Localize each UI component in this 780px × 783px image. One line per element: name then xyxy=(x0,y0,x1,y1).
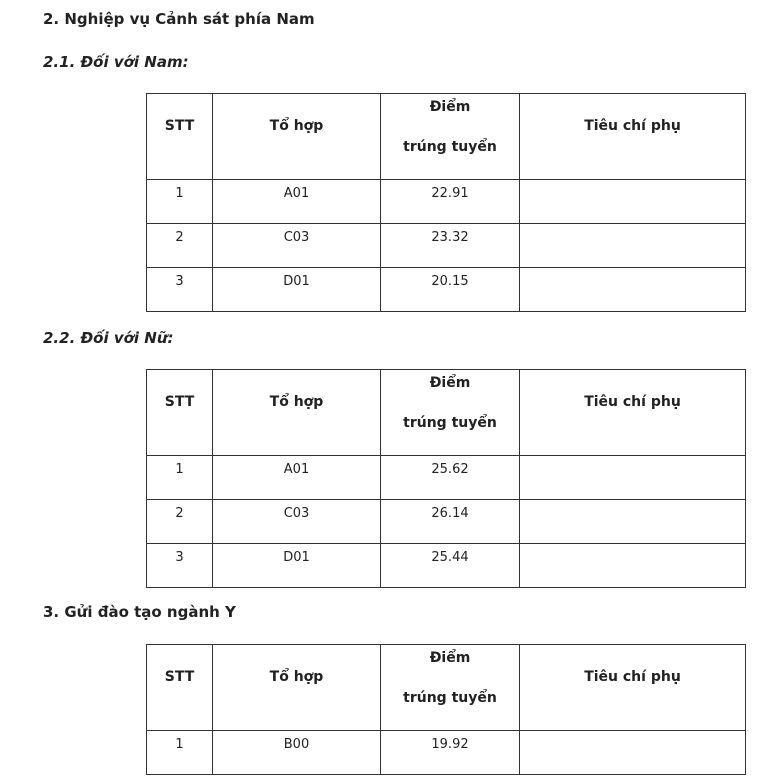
table-row xyxy=(147,731,746,775)
cell-combo: C03 xyxy=(213,500,381,544)
header-stt: STT xyxy=(147,370,213,456)
header-score xyxy=(381,370,520,456)
header-score-line1: Điểm xyxy=(429,375,471,391)
cell-score: 23.32 xyxy=(381,224,520,268)
header-stt: STT xyxy=(147,94,213,180)
cell-extra xyxy=(520,456,746,500)
table-row xyxy=(147,268,746,312)
cell-combo: D01 xyxy=(213,268,381,312)
cell-extra xyxy=(520,731,746,775)
cell-extra xyxy=(520,544,746,588)
table-row xyxy=(147,180,746,224)
cell-combo: C03 xyxy=(213,224,381,268)
table-header-row xyxy=(147,370,746,456)
table-row xyxy=(147,544,746,588)
section-2-2-title: 2.2. Đối với Nữ: xyxy=(43,329,174,347)
score-table-women xyxy=(146,369,746,588)
cell-stt: 3 xyxy=(147,268,213,312)
header-score xyxy=(381,94,520,180)
cell-stt: 2 xyxy=(147,500,213,544)
header-combo: Tổ hợp xyxy=(213,94,381,180)
cell-stt: 1 xyxy=(147,731,213,775)
cell-score: 25.62 xyxy=(381,456,520,500)
table-header-row xyxy=(147,94,746,180)
cell-extra xyxy=(520,268,746,312)
cell-combo: D01 xyxy=(213,544,381,588)
cell-extra xyxy=(520,224,746,268)
section-2-title: 2. Nghiệp vụ Cảnh sát phía Nam xyxy=(43,10,315,28)
cell-score: 20.15 xyxy=(381,268,520,312)
cell-extra xyxy=(520,500,746,544)
header-stt: STT xyxy=(147,645,213,731)
cell-score: 25.44 xyxy=(381,544,520,588)
cell-stt: 1 xyxy=(147,180,213,224)
table-header-row xyxy=(147,645,746,731)
score-table-medicine xyxy=(146,644,746,775)
header-combo: Tổ hợp xyxy=(213,645,381,731)
cell-combo: A01 xyxy=(213,180,381,224)
header-score-line1: Điểm xyxy=(429,99,471,115)
cell-score: 26.14 xyxy=(381,500,520,544)
cell-combo: B00 xyxy=(213,731,381,775)
cell-stt: 1 xyxy=(147,456,213,500)
header-score-line1: Điểm xyxy=(429,650,471,666)
cell-stt: 2 xyxy=(147,224,213,268)
table-row xyxy=(147,224,746,268)
header-score-line2: trúng tuyển xyxy=(403,415,497,431)
header-extra: Tiêu chí phụ xyxy=(520,645,746,731)
cell-score: 22.91 xyxy=(381,180,520,224)
table-row xyxy=(147,456,746,500)
header-score xyxy=(381,645,520,731)
cell-score: 19.92 xyxy=(381,731,520,775)
cell-combo: A01 xyxy=(213,456,381,500)
section-3-title: 3. Gửi đào tạo ngành Y xyxy=(43,603,236,621)
section-2-1-title: 2.1. Đối với Nam: xyxy=(43,53,189,71)
header-extra: Tiêu chí phụ xyxy=(520,370,746,456)
header-score-line2: trúng tuyển xyxy=(403,690,497,706)
table-row xyxy=(147,500,746,544)
header-score-line2: trúng tuyển xyxy=(403,139,497,155)
header-extra: Tiêu chí phụ xyxy=(520,94,746,180)
cell-stt: 3 xyxy=(147,544,213,588)
cell-extra xyxy=(520,180,746,224)
score-table-men xyxy=(146,93,746,312)
header-combo: Tổ hợp xyxy=(213,370,381,456)
